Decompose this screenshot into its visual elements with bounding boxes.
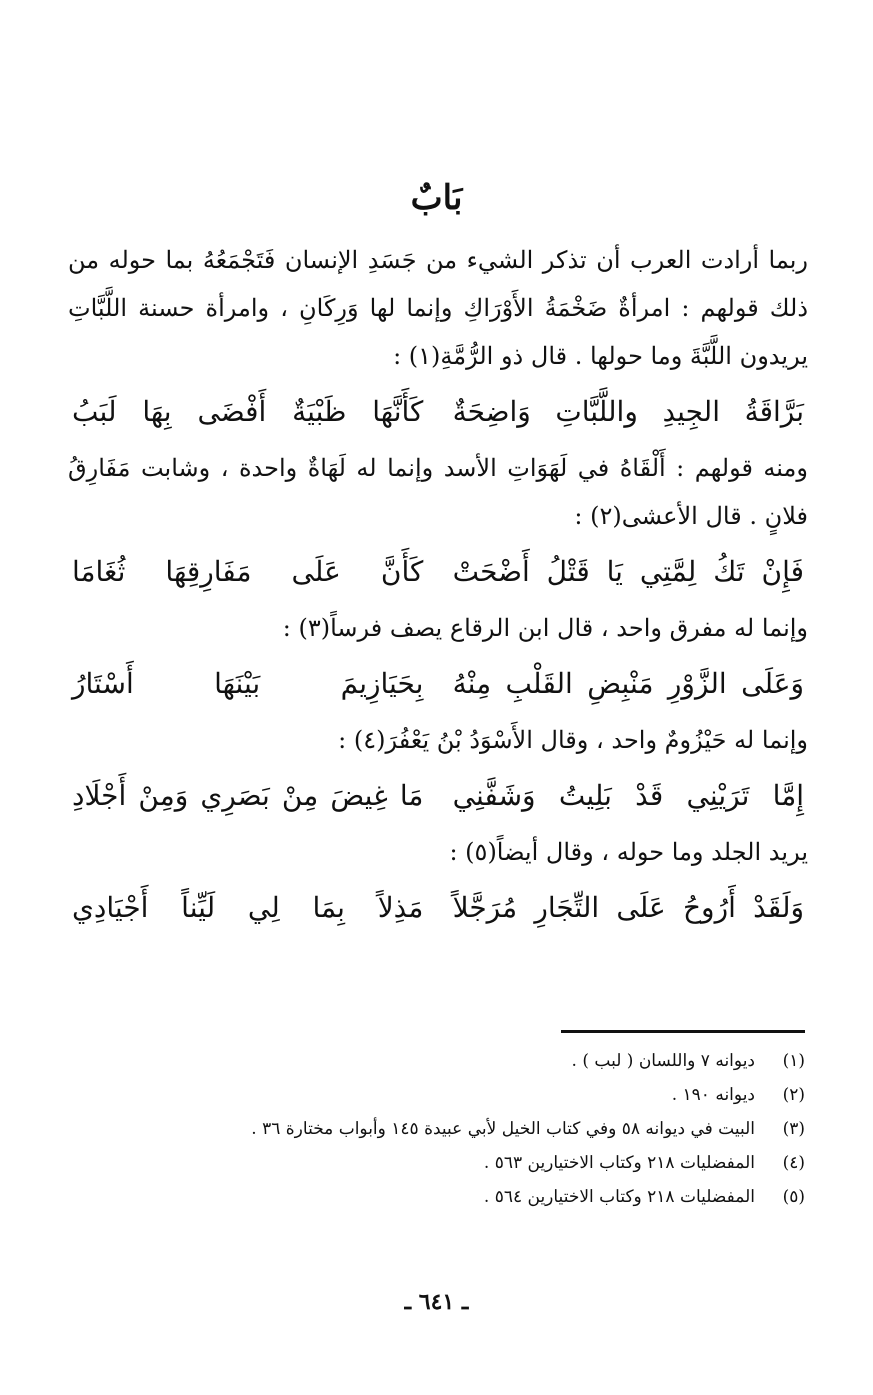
paragraph-3: وإنما له مفرق واحد ، قال ابن الرقاع يصف فرساً(٣) :: [282, 614, 808, 642]
paragraph-2: ومنه قولهم : أَلْقَاهُ في لَهَوَاتِ الأسد وإنما له لَهَاةٌ واحدة ، وشابت مَفَارِقُ فلانٍ . قال الأعشى(٢) :: [68, 454, 808, 530]
verse-4: [72, 764, 804, 828]
verse-2: [72, 540, 804, 604]
footnote-number: (١): [782, 1051, 805, 1071]
footnote-text: المفضليات ٢١٨ وكتاب الاختيارين ٥٦٣ .: [483, 1153, 755, 1173]
footnote-text: ديوانه ١٩٠ .: [671, 1085, 755, 1105]
main-text: [68, 236, 808, 940]
verse-5: [72, 876, 804, 940]
chapter-title: بَابٌ: [410, 178, 463, 218]
footnote-2: [65, 1078, 805, 1112]
verse-5-second-hemistich: مَذِلاً بِمَا لِي لَيِّناً أَجْيَادِي: [72, 891, 424, 924]
verse-1-first-hemistich: بَرَّاقَةُ الجِيدِ واللَّبَّاتِ وَاضِحَةٌ: [452, 395, 804, 428]
footnote-number: (٣): [782, 1119, 805, 1139]
verse-3-second-hemistich: بِحَيَازِيمَ بَيْنَهَا أَسْتَارُ: [72, 667, 424, 700]
footnote-3: [65, 1112, 805, 1146]
paragraph-5: يريد الجلد وما حوله ، وقال أيضاً(٥) :: [449, 838, 808, 866]
verse-2-second-hemistich: كَأَنَّ عَلَى مَفَارِقِهَا ثُغَامَا: [72, 555, 424, 588]
footnote-4: [65, 1146, 805, 1180]
verse-2-first-hemistich: فَإِنْ تَكُ لِمَّتِي يَا قَتْلُ أَضْحَتْ: [452, 555, 804, 588]
footnotes: [65, 1044, 805, 1214]
verse-4-first-hemistich: إِمَّا تَرَيْنِي قَدْ بَلِيتُ وَشَفَّنِي: [452, 779, 804, 812]
footnote-1: [65, 1044, 805, 1078]
footnote-number: (٥): [782, 1187, 805, 1207]
verse-5-first-hemistich: وَلَقَدْ أَرُوحُ عَلَى التِّجَارِ مُرَجَّلاً: [452, 891, 804, 924]
verse-1-second-hemistich: كَأَنَّهَا ظَبْيَةٌ أَفْضَى بِهَا لَبَبُ: [72, 395, 424, 428]
footnote-text: المفضليات ٢١٨ وكتاب الاختيارين ٥٦٤ .: [483, 1187, 755, 1207]
footnote-number: (٢): [782, 1085, 805, 1105]
page-number: ـ ٦٤١ ـ: [404, 1289, 469, 1315]
footnote-number: (٤): [782, 1153, 805, 1173]
paragraph-1: ربما أرادت العرب أن تذكر الشيء من جَسَدِ الإنسان فَتَجْمَعُهُ بما حوله من ذلك قولهم : امرأةٌ ضَخْمَةُ الأَوْرَاكِ وإنما لها وَرِكَانِ ، وامرأة حسنة اللَّبَّاتِ يريدون اللَّبَّةَ وما حولها . قال ذو الرُّمَّةِ(١) :: [68, 246, 808, 370]
footnote-separator: [561, 1030, 805, 1033]
verse-4-second-hemistich: مَا غِيضَ مِنْ بَصَرِي وَمِنْ أَجْلَادِ: [72, 779, 424, 812]
footnote-text: ديوانه ٧ واللسان ( لبب ) .: [571, 1051, 755, 1071]
paragraph-4: وإنما له حَيْزُومٌ واحد ، وقال الأَسْوَدُ بْنُ يَعْفُرَ(٤) :: [338, 726, 808, 754]
footnote-text: البيت في ديوانه ٥٨ وفي كتاب الخيل لأبي عبيدة ١٤٥ وأبواب مختارة ٣٦ .: [251, 1119, 755, 1139]
verse-3: [72, 652, 804, 716]
footnote-5: [65, 1180, 805, 1214]
verse-1: [72, 380, 804, 444]
verse-3-first-hemistich: وَعَلَى الزَّوْرِ مَنْبِضِ القَلْبِ مِنْهُ: [452, 667, 804, 700]
